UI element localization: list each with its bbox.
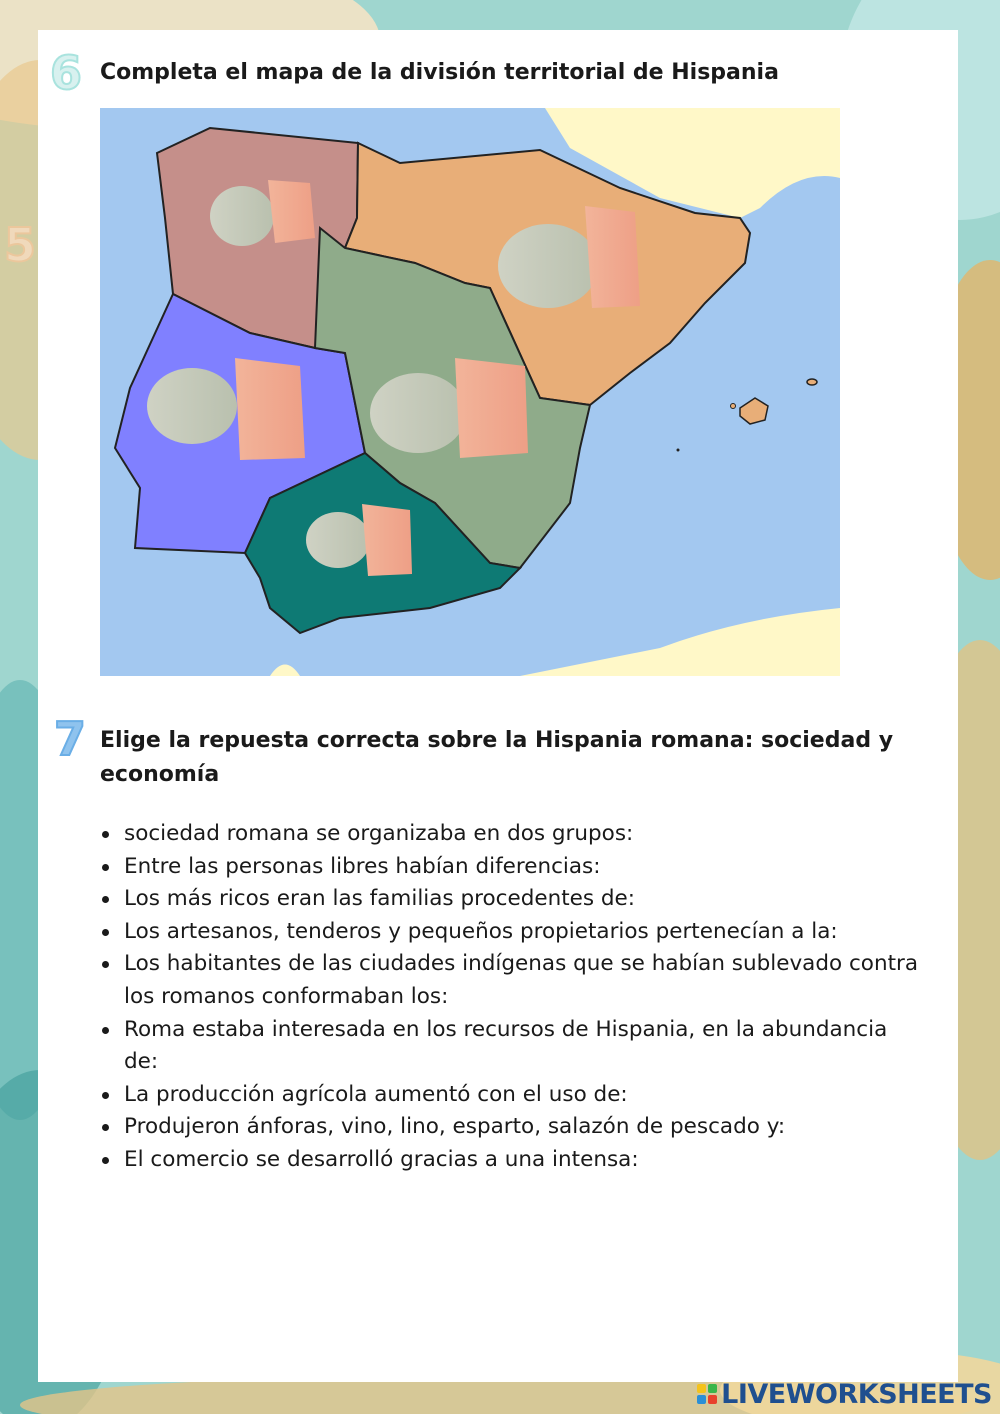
question-item-5: Los habitantes de las ciudades indígenas que se habían sublevado contra los romanos conformaban los: xyxy=(100,948,920,1013)
question-item-8: Produjeron ánforas, vino, lino, esparto, salazón de pescado y: xyxy=(100,1111,920,1144)
island-ibiza xyxy=(731,404,736,409)
hispania-map xyxy=(100,108,840,676)
question-item-1: sociedad romana se organizaba en dos grupos: xyxy=(100,818,920,851)
exercise-6-title: Completa el mapa de la división territorial de Hispania xyxy=(100,60,779,85)
question-item-7: La producción agrícola aumentó con el uso de: xyxy=(100,1079,920,1112)
question-item-9: El comercio se desarrolló gracias a una intensa: xyxy=(100,1144,920,1177)
decorative-number: 5 xyxy=(4,218,37,272)
question-item-6: Roma estaba interesada en los recursos de Hispania, en la abundancia de: xyxy=(100,1014,920,1079)
question-item-4: Los artesanos, tenderos y pequeños propietarios pertenecían a la: xyxy=(100,916,920,949)
liveworksheets-wordmark: LIVEWORKSHEETS xyxy=(721,1378,992,1410)
exercise-7-title: Elige la repuesta correcta sobre la Hispania romana: sociedad y economía xyxy=(100,728,894,787)
question-item-2: Entre las personas libres habían diferencias: xyxy=(100,851,920,884)
island-formentera xyxy=(677,449,680,452)
island-menorca xyxy=(807,379,817,385)
question-list xyxy=(100,818,920,1177)
liveworksheets-brand xyxy=(697,1379,992,1409)
exercise-7-number: 7 xyxy=(54,712,87,766)
exercise-6-number: 6 xyxy=(50,46,83,100)
question-item-3: Los más ricos eran las familias procedentes de: xyxy=(100,883,920,916)
liveworksheets-logo-icon xyxy=(697,1384,717,1404)
